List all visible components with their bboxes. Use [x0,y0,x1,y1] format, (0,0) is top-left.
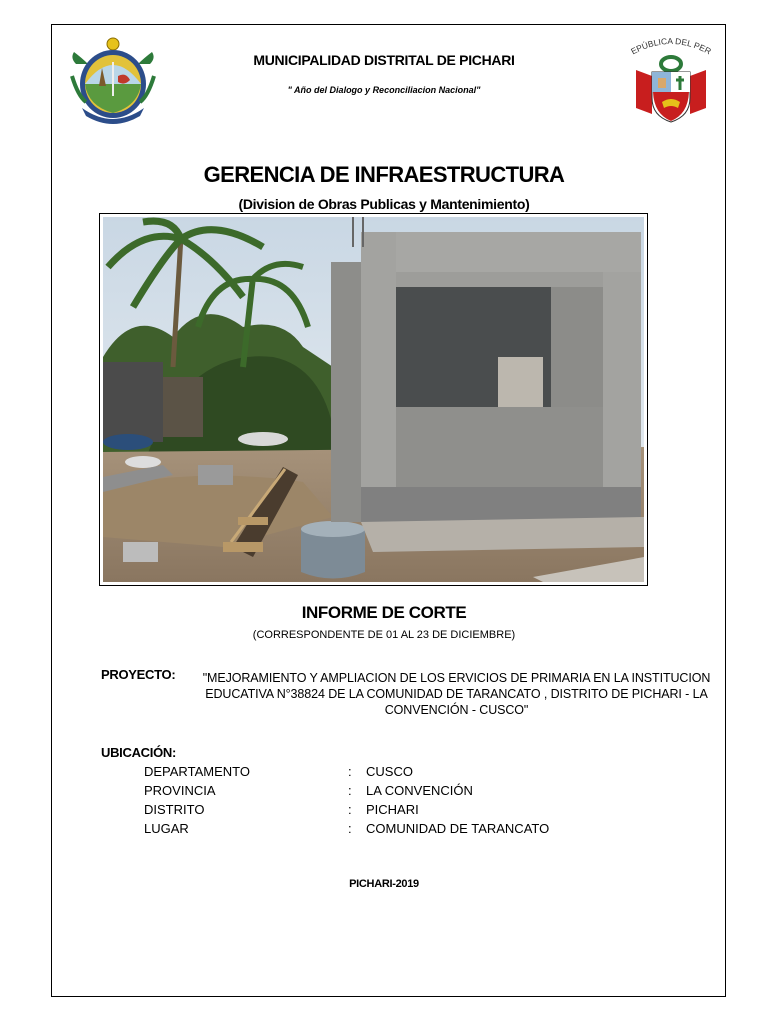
location-row-department [0,764,768,783]
location-row-separator: : [348,783,352,798]
construction-site-photo [99,213,648,586]
location-row-label: DISTRITO [144,802,205,817]
location-row-place [0,821,768,840]
peru-coat-of-arms-icon [624,36,718,126]
department-subtitle: (Division de Obras Publicas y Mantenimiento) [238,196,530,212]
pichari-municipal-seal-icon [68,36,158,124]
seal-right-text: EPÚBLICA DEL PER [629,36,713,57]
year-motto: " Año del Dialogo y Reconciliacion Nacional" [287,85,481,95]
location-row-separator: : [348,802,352,817]
place-year: PICHARI-2019 [349,878,419,890]
location-row-value: CUSCO [366,764,413,779]
report-title: INFORME DE CORTE [301,603,467,622]
project-label: PROYECTO: [101,667,176,682]
location-row-province [0,783,768,802]
location-row-value: COMUNIDAD DE TARANCATO [366,821,550,836]
location-label: UBICACIÓN: [101,745,176,760]
report-period: (CORRESPONDENTE DE 01 AL 23 DE DICIEMBRE) [252,629,516,641]
location-row-value: PICHARI [366,802,419,817]
municipality-name: MUNICIPALIDAD DISTRITAL DE PICHARI [253,52,515,68]
location-row-label: DEPARTAMENTO [144,764,250,779]
location-row-label: PROVINCIA [144,783,216,798]
location-row-district [0,802,768,821]
location-row-label: LUGAR [144,821,189,836]
project-description: "MEJORAMIENTO Y AMPLIACION DE LOS ERVICIOS DE PRIMARIA EN LA INSTITUCION EDUCATIVA N°38824 DE LA COMUNIDAD DE TARANCATO , DISTRITO DE PICHARI - LA CONVENCIÓN - CUSCO" [202,671,711,717]
department-title: GERENCIA DE INFRAESTRUCTURA [203,162,565,187]
location-row-separator: : [348,764,352,779]
location-row-value: LA CONVENCIÓN [366,783,473,798]
location-row-separator: : [348,821,352,836]
